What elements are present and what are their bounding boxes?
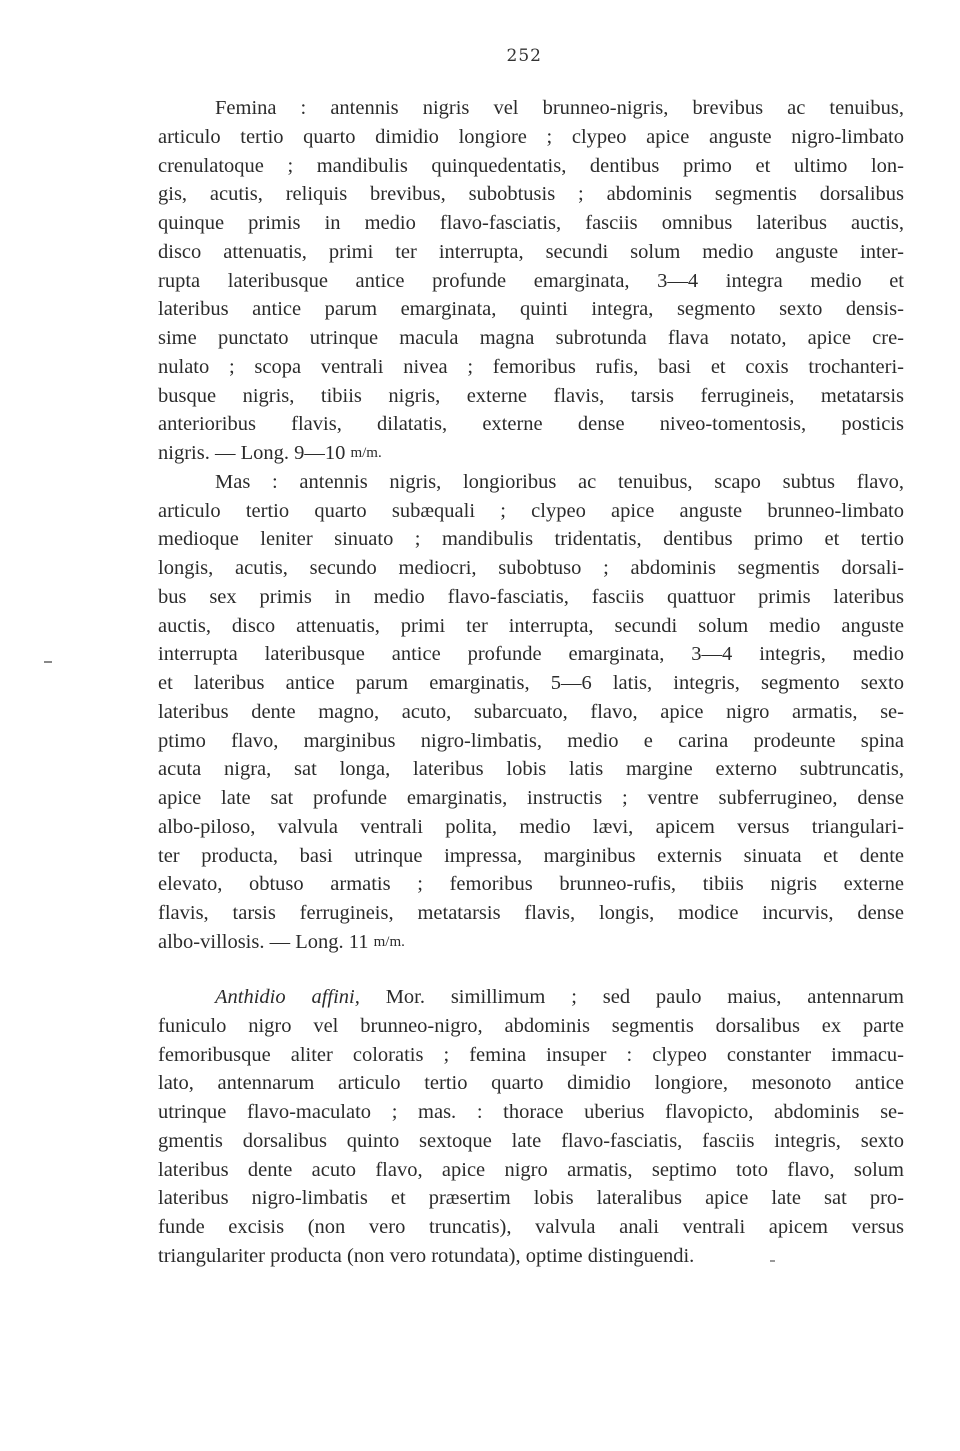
text-line-last: triangulariter producta (non vero rotundata), optime distinguendi. bbox=[158, 1244, 695, 1267]
text-line: lateribus dente magno, acuto, subarcuato, flavo, apice nigro armatis, se- bbox=[158, 700, 904, 723]
text-line: elevato, obtuso armatis ; femoribus brunneo-rufis, tibiis nigris externe bbox=[158, 873, 904, 896]
margin-mark bbox=[770, 1260, 775, 1262]
text-line: lateribus nigro-limbatis et præsertim lobis lateralibus apice late sat pro- bbox=[158, 1187, 904, 1210]
femina-length: nigris. — Long. 9—10 bbox=[158, 442, 346, 464]
mas-length: albo-villosis. — Long. 11 bbox=[158, 930, 369, 953]
text-line: et lateribus antice parum emarginatis, 5—6 latis, integris, segmento sexto bbox=[158, 672, 904, 694]
text-fragment: Mor. simillimum ; sed paulo maius, antennarum bbox=[359, 986, 904, 1008]
text-line: busque nigris, tibiis nigris, externe flavis, tarsis ferrugineis, metatarsis bbox=[158, 384, 904, 407]
length-unit: m/m. bbox=[373, 933, 405, 950]
text-line: crenulatoque ; mandibulis quinquedentatis, dentibus primo et ultimo lon- bbox=[158, 154, 904, 177]
text-line: medioque leniter sinuato ; mandibulis tridentatis, dentibus primo et tertio bbox=[158, 528, 904, 551]
text-line: articulo tertio quarto subæquali ; clypeo apice anguste brunneo-limbato bbox=[158, 499, 904, 522]
margin-mark bbox=[44, 661, 52, 663]
text-line-last bbox=[158, 439, 904, 468]
text-line: flavis, tarsis ferrugineis, metatarsis flavis, longis, modice incurvis, dense bbox=[158, 902, 904, 924]
text-line: apice late sat profunde emarginatis, instructis ; ventre subferrugineo, dense bbox=[158, 787, 904, 809]
text-line: Mas : antennis nigris, longioribus ac tenuibus, scapo subtus flavo, bbox=[215, 470, 904, 493]
text-line: nulato ; scopa ventrali nivea ; femoribus rufis, basi et coxis trochanteri- bbox=[158, 355, 904, 378]
text-line: gmentis dorsalibus quinto sextoque late flavo-fasciatis, fasciis integris, sexto bbox=[158, 1129, 904, 1152]
text-line: sime punctato utrinque macula magna subrotunda flava notato, apice cre- bbox=[158, 327, 904, 349]
anthidio-paragraph bbox=[158, 983, 904, 1271]
text-line: rupta lateribusque antice profunde emarginata, 3—4 integra medio et bbox=[158, 269, 904, 292]
mas-paragraph bbox=[158, 468, 904, 957]
text-line: longis, acutis, secundo mediocri, subobtuso ; abdominis segmentis dorsali- bbox=[158, 557, 904, 579]
text-line: funde excisis (non vero truncatis), valvula anali ventrali apicem versus bbox=[158, 1216, 904, 1238]
text-line: quinque primis in medio flavo-fasciatis, fasciis omnibus lateribus auctis, bbox=[158, 212, 904, 234]
text-line-last bbox=[158, 928, 904, 957]
text-line: ptimo flavo, marginibus nigro-limbatis, medio e carina prodeunte spina bbox=[158, 729, 904, 752]
femina-paragraph bbox=[158, 94, 904, 468]
text-line: lateribus antice parum emarginata, quinti integra, segmento sexto densis- bbox=[158, 298, 904, 321]
text-line: lato, antennarum articulo tertio quarto dimidio longiore, mesonoto antice bbox=[158, 1072, 904, 1095]
length-unit: m/m. bbox=[350, 445, 382, 461]
text-line: femoribusque aliter coloratis ; femina insuper : clypeo constanter immacu- bbox=[158, 1043, 904, 1066]
text-line: bus sex primis in medio flavo-fasciatis, fasciis quattuor primis lateribus bbox=[158, 585, 904, 608]
text-line: anterioribus flavis, dilatatis, externe dense niveo-tomentosis, posticis bbox=[158, 413, 904, 436]
description-block bbox=[158, 94, 904, 957]
text-line: interrupta lateribusque antice profunde emarginata, 3—4 integris, medio bbox=[158, 643, 904, 666]
text-line: ter producta, basi utrinque impressa, marginibus externis sinuata et dente bbox=[158, 844, 904, 867]
text-line bbox=[158, 983, 904, 1012]
species-name: Anthidio affini, bbox=[215, 986, 360, 1008]
text-line: acuta nigra, sat longa, lateribus lobis latis margine externo subtruncatis, bbox=[158, 758, 904, 781]
text-line: articulo tertio quarto dimidio longiore ; clypeo apice anguste nigro-limbato bbox=[158, 125, 904, 148]
text-line: auctis, disco attenuatis, primi ter interrupta, secundi solum medio anguste bbox=[158, 614, 904, 637]
text-line: albo-piloso, valvula ventrali polita, medio lævi, apicem versus triangulari- bbox=[158, 815, 904, 838]
comparison-block bbox=[158, 983, 904, 1271]
text-line: utrinque flavo-maculato ; mas. : thorace uberius flavopicto, abdominis se- bbox=[158, 1101, 904, 1123]
text-line: funiculo nigro vel brunneo-nigro, abdominis segmentis dorsalibus ex parte bbox=[158, 1014, 904, 1037]
page-number: 252 bbox=[506, 46, 542, 66]
text-line: gis, acutis, reliquis brevibus, subobtusis ; abdominis segmentis dorsalibus bbox=[158, 183, 904, 206]
text-line: lateribus dente acuto flavo, apice nigro armatis, septimo toto flavo, solum bbox=[158, 1158, 904, 1181]
text-line: disco attenuatis, primi ter interrupta, secundi solum medio anguste inter- bbox=[158, 240, 904, 263]
text-line: Femina : antennis nigris vel brunneo-nigris, brevibus ac tenuibus, bbox=[215, 97, 904, 119]
